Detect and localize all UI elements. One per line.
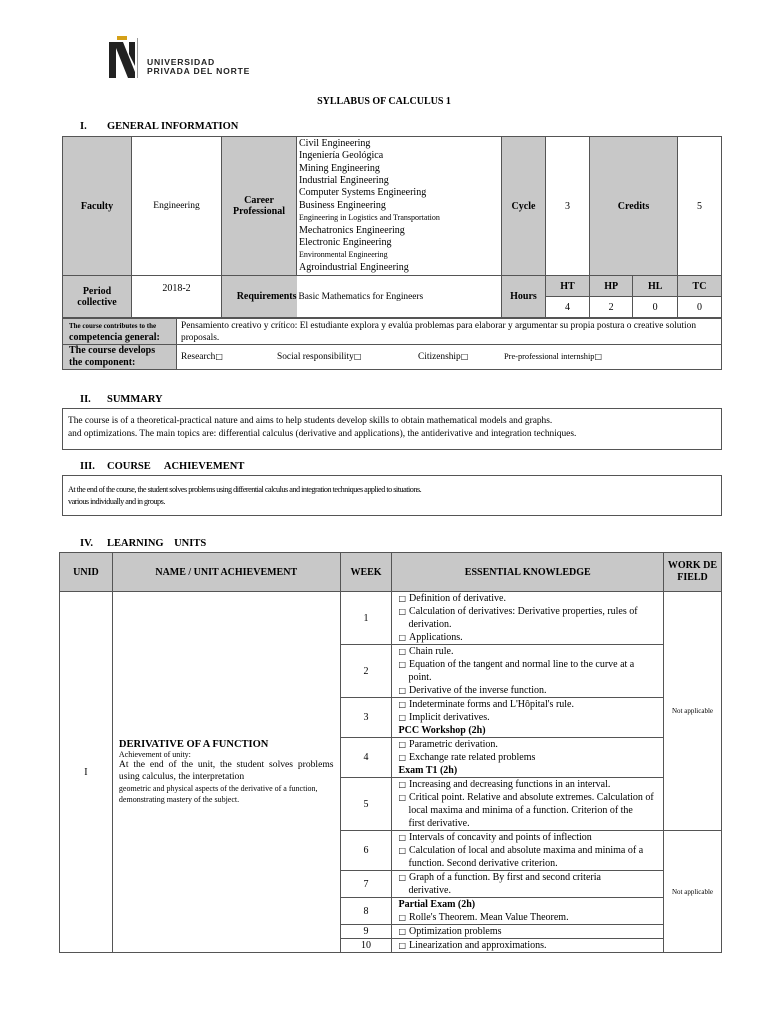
unit-description-2: geometric and physical aspects of the derivative of a function, demonstrating mastery of the subject. bbox=[118, 784, 318, 804]
career-list bbox=[297, 137, 502, 276]
week-number: 10 bbox=[340, 939, 392, 953]
credits-label: Credits bbox=[590, 137, 678, 276]
work-field-value: Not applicable bbox=[664, 592, 722, 831]
period-value: 2018-2 bbox=[132, 276, 222, 318]
hours-value-ht: 4 bbox=[546, 297, 590, 318]
logo-n-icon bbox=[107, 36, 143, 80]
week-9-knowledge: □ Optimization problems bbox=[392, 925, 664, 939]
summary-line: The course is of a theoretical-practical nature and aims to help students develop skills to obtain mathematical models and graphs. bbox=[68, 416, 553, 426]
week-number: 9 bbox=[340, 925, 392, 939]
week-5-knowledge: □ Increasing and decreasing functions in an interval. □ Critical point. Relative and absolute extremes. Calculation of local maxima and minima of a function. Criterion of the first derivative. bbox=[392, 778, 664, 831]
hours-header-hp: HP bbox=[590, 276, 633, 297]
checkbox-icon: □ bbox=[594, 352, 603, 361]
week-number: 2 bbox=[340, 645, 392, 698]
hours-value-hl: 0 bbox=[633, 297, 678, 318]
section-achievement-heading: III. COURSE ACHIEVEMENT bbox=[80, 461, 245, 472]
section-summary-heading: II. SUMMARY bbox=[80, 394, 163, 405]
career-item: Agroindustrial Engineering bbox=[299, 261, 409, 273]
career-item: Industrial Engineering bbox=[299, 174, 389, 186]
components-cell bbox=[177, 345, 722, 370]
hours-value-hp: 2 bbox=[590, 297, 633, 318]
unit-id: I bbox=[60, 592, 113, 953]
competence-table bbox=[62, 318, 722, 370]
unit-subtitle: Achievement of unity: bbox=[118, 750, 191, 759]
hours-header-tc: TC bbox=[678, 276, 722, 297]
checkbox-icon: □ bbox=[215, 352, 223, 361]
document-title: SYLLABUS OF CALCULUS 1 bbox=[317, 96, 451, 107]
checkbox-icon: □ bbox=[460, 352, 469, 361]
career-item: Engineering in Logistics and Transportation bbox=[299, 213, 440, 223]
career-item: Mining Engineering bbox=[299, 162, 380, 174]
faculty-value: Engineering bbox=[132, 137, 222, 276]
component-internship: Pre-professional internship□ bbox=[504, 352, 603, 361]
summary-line: and optimizations. The main topics are: differential calculus (derivative and applications), the antiderivative and integration techniques. bbox=[68, 429, 577, 439]
week-number: 3 bbox=[340, 698, 392, 738]
unit-title: DERIVATIVE OF A FUNCTION bbox=[118, 739, 269, 750]
week-number: 1 bbox=[340, 592, 392, 645]
hours-label: Hours bbox=[502, 276, 546, 318]
week-4-knowledge: □ Parametric derivation. □ Exchange rate related problems Exam T1 (2h) bbox=[392, 738, 664, 778]
header-unid: UNID bbox=[60, 553, 113, 592]
career-item: Ingeniería Geológica bbox=[299, 150, 384, 162]
hours-header-ht: HT bbox=[546, 276, 590, 297]
work-field-value: Not applicable bbox=[664, 831, 722, 953]
week-2-knowledge: □ Chain rule. □ Equation of the tangent and normal line to the curve at a point. □ Derivative of the inverse function. bbox=[392, 645, 664, 698]
university-logo bbox=[107, 36, 257, 82]
header-work-field: WORK DE FIELD bbox=[664, 553, 722, 592]
cycle-value: 3 bbox=[546, 137, 590, 276]
develops-label: The course develops the component: bbox=[63, 345, 177, 370]
learning-units-table bbox=[59, 552, 722, 953]
achievement-line: At the end of the course, the student solves problems using differential calculus and integration techniques applied to situations. bbox=[68, 485, 422, 494]
hours-value-tc: 0 bbox=[678, 297, 722, 318]
credits-value: 5 bbox=[678, 137, 722, 276]
week-number: 4 bbox=[340, 738, 392, 778]
faculty-label: Faculty bbox=[63, 137, 132, 276]
contributes-label: The course contributes to the competencia general: bbox=[63, 319, 177, 345]
week-7-knowledge: □ Graph of a function. By first and second criteria derivative. bbox=[392, 871, 664, 898]
contributes-value: Pensamiento creativo y crítico: El estudiante explora y evalúa problemas para elaborar y argumentar su propia postura o creative solution proposals. bbox=[177, 319, 722, 345]
career-label: Career Professional bbox=[222, 137, 297, 276]
component-citizenship: Citizenship□ bbox=[418, 352, 469, 362]
week-number: 6 bbox=[340, 831, 392, 871]
cycle-label: Cycle bbox=[502, 137, 546, 276]
unit-description: At the end of the unit, the student solves problems using calculus, the interpretation bbox=[118, 759, 334, 782]
summary-box bbox=[62, 408, 722, 450]
week-10-knowledge: □ Linearization and approximations. bbox=[392, 939, 664, 953]
period-label: Period collective bbox=[63, 276, 132, 318]
career-item: Business Engineering bbox=[299, 199, 386, 211]
week-number: 8 bbox=[340, 898, 392, 925]
week-number: 7 bbox=[340, 871, 392, 898]
week-8-knowledge: Partial Exam (2h) □ Rolle's Theorem. Mean Value Theorem. bbox=[392, 898, 664, 925]
section-general-info-heading: I. GENERAL INFORMATION bbox=[80, 121, 239, 132]
week-number: 5 bbox=[340, 778, 392, 831]
career-item: Computer Systems Engineering bbox=[299, 187, 427, 199]
hours-header-hl: HL bbox=[633, 276, 678, 297]
week-6-knowledge: □ Intervals of concavity and points of inflection □ Calculation of local and absolute maxima and minima of a function. Second derivative criterion. bbox=[392, 831, 664, 871]
header-name: NAME / UNIT ACHIEVEMENT bbox=[112, 553, 340, 592]
component-social: Social responsibility□ bbox=[277, 352, 362, 362]
section-units-heading: IV. LEARNING UNITS bbox=[80, 538, 207, 549]
career-item: Civil Engineering bbox=[299, 137, 371, 149]
career-item: Environmental Engineering bbox=[299, 250, 388, 260]
requirements-label: Requirements bbox=[222, 276, 297, 318]
header-knowledge: ESSENTIAL KNOWLEDGE bbox=[392, 553, 664, 592]
career-item: Electronic Engineering bbox=[299, 237, 392, 249]
career-item: Mechatronics Engineering bbox=[299, 224, 405, 236]
achievement-box bbox=[62, 475, 722, 516]
header-week: WEEK bbox=[340, 553, 392, 592]
week-3-knowledge: □ Indeterminate forms and L'Hôpital's rule. □ Implicit derivatives. PCC Workshop (2h) bbox=[392, 698, 664, 738]
week-1-knowledge: □ Definition of derivative. □ Calculation of derivatives: Derivative properties, rules of derivation. □ Applications. bbox=[392, 592, 664, 645]
general-info-table bbox=[62, 136, 722, 318]
unit-description-cell bbox=[112, 592, 340, 953]
component-research: Research□ bbox=[181, 352, 223, 362]
achievement-line: various individually and in groups. bbox=[68, 497, 165, 506]
checkbox-icon: □ bbox=[353, 352, 362, 361]
requirements-value: Basic Mathematics for Engineers bbox=[297, 276, 502, 318]
logo-text: UNIVERSIDAD PRIVADA DEL NORTE bbox=[147, 57, 251, 76]
